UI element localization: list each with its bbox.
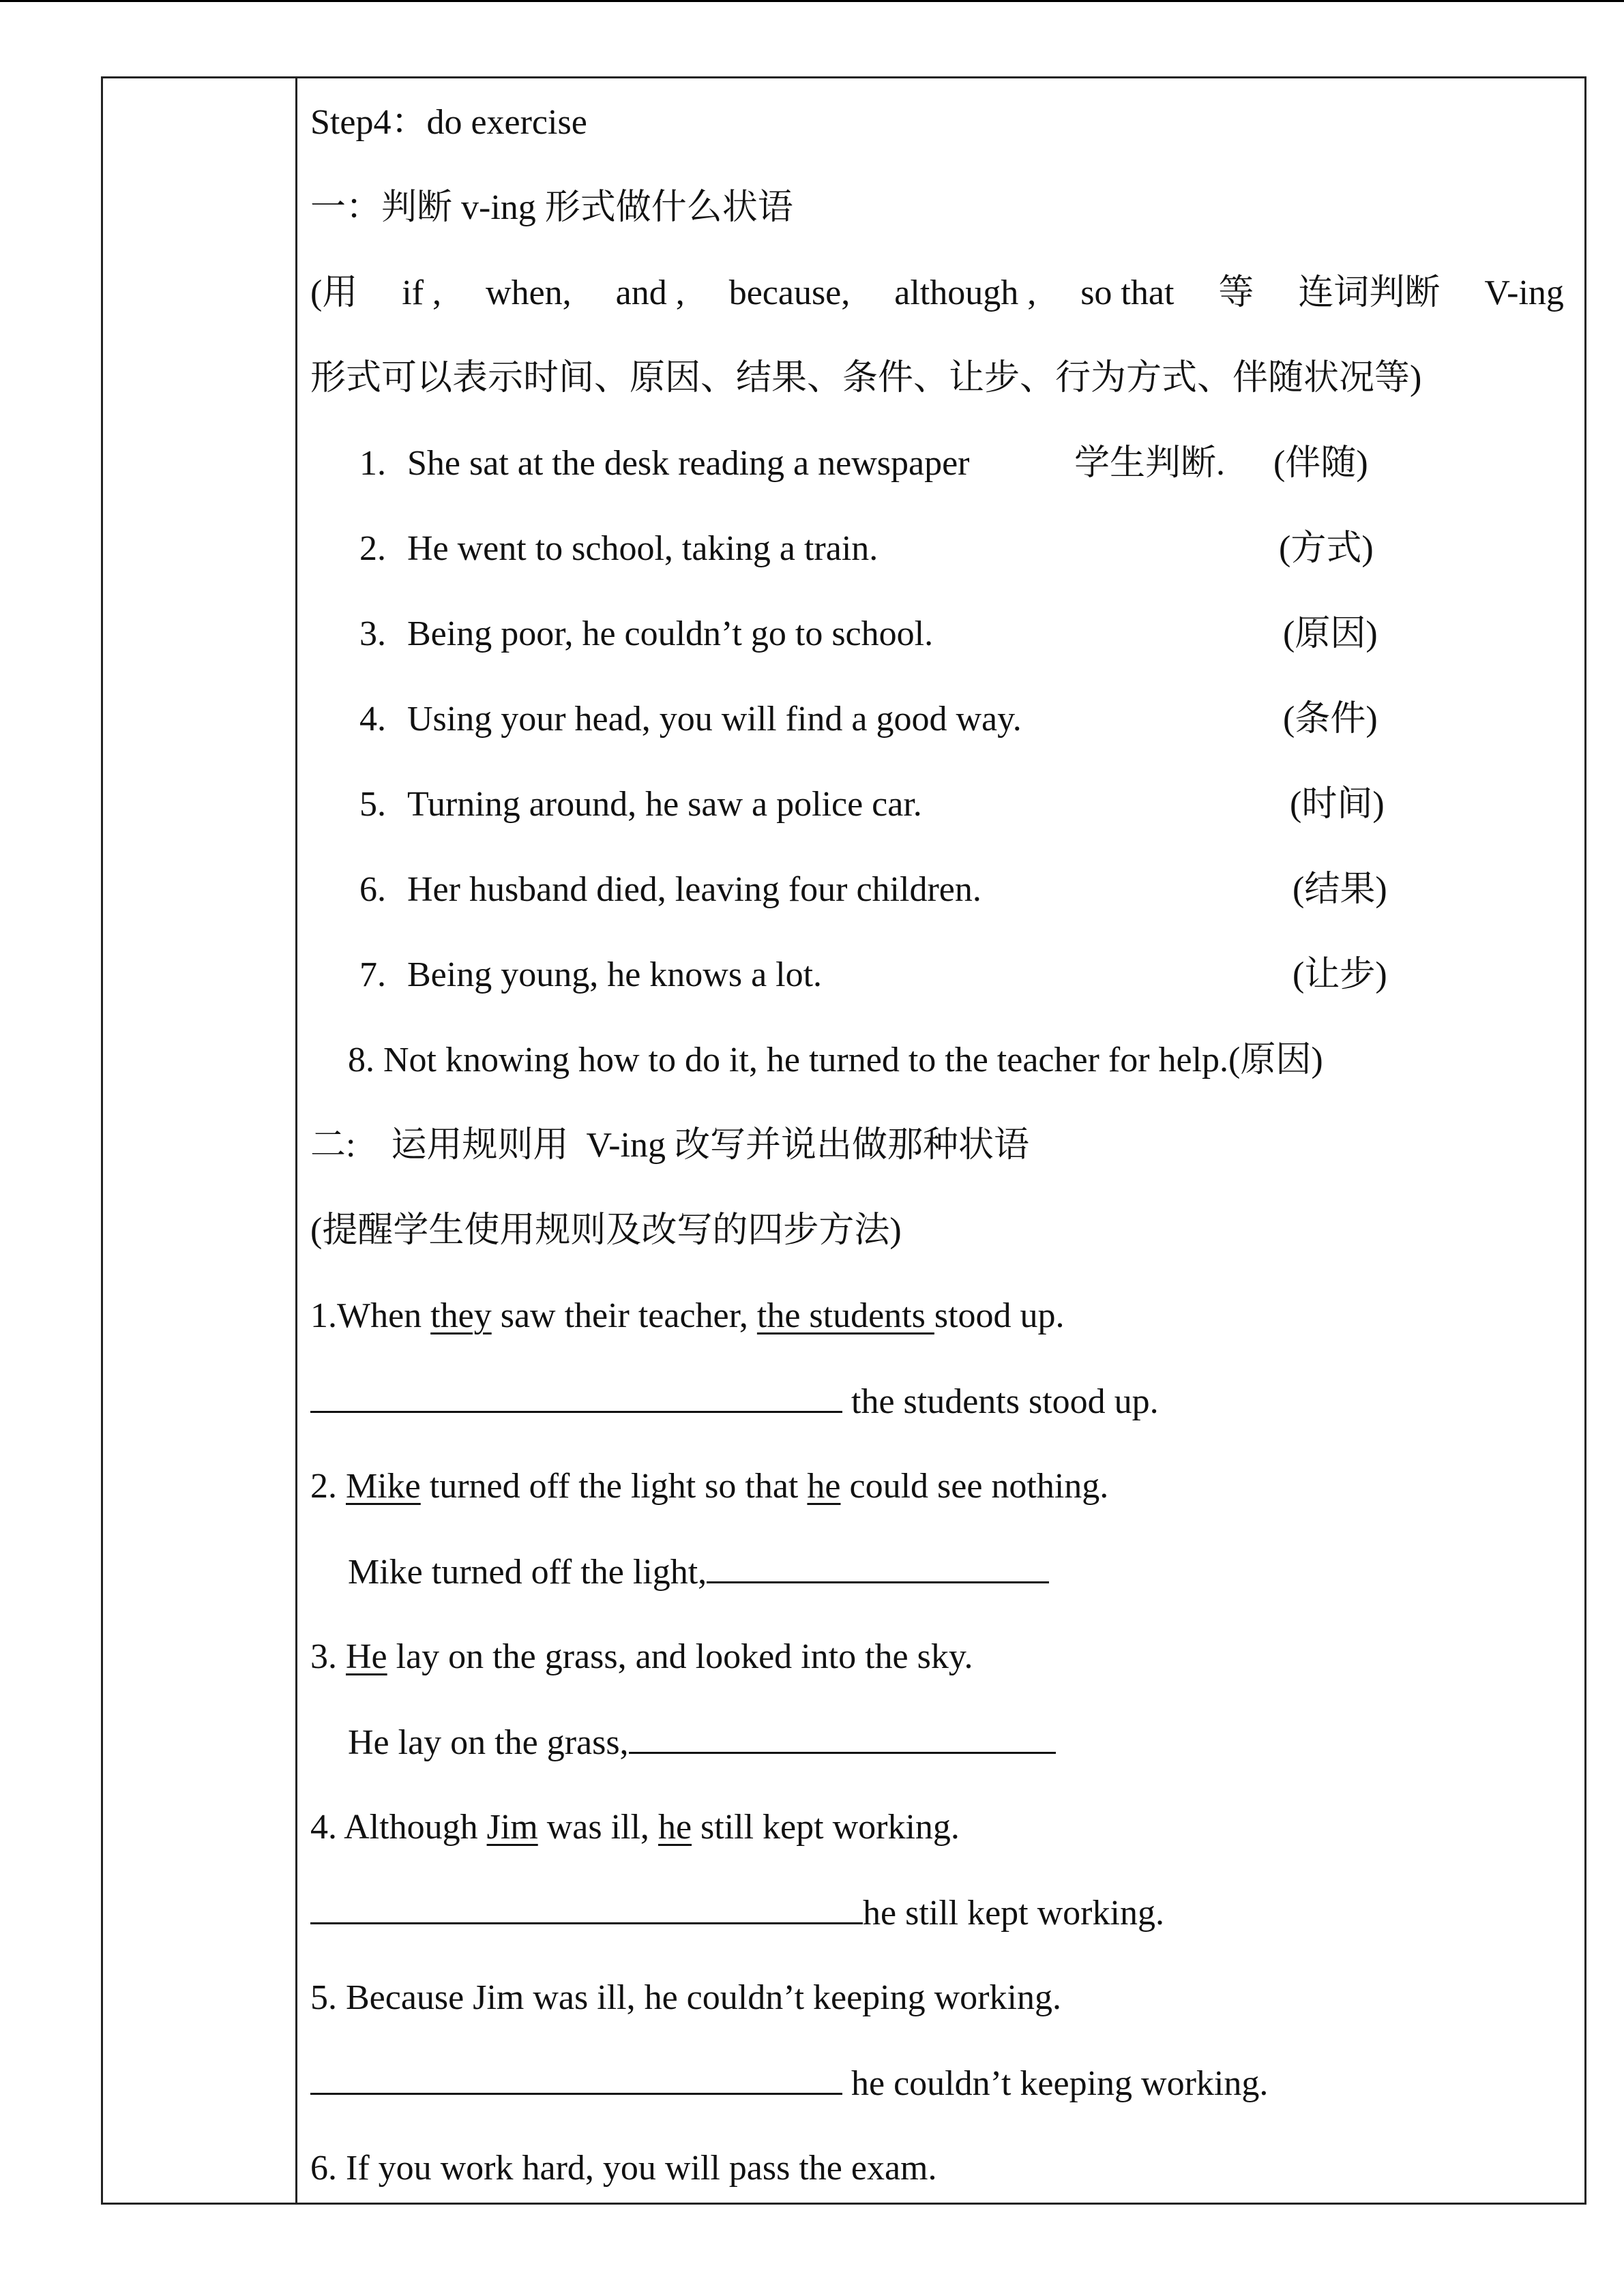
question-1 bbox=[310, 1293, 1065, 1339]
item-tag: (原因) bbox=[1283, 614, 1378, 653]
list-item bbox=[348, 1037, 1323, 1084]
answer-text: He lay on the grass, bbox=[348, 1723, 629, 1762]
list-item bbox=[359, 611, 933, 657]
question-2 bbox=[310, 1463, 1108, 1510]
item-tag: (方式) bbox=[1279, 529, 1374, 568]
item-tag: (时间) bbox=[1290, 785, 1385, 824]
answer-blank[interactable] bbox=[310, 2060, 842, 2095]
list-item bbox=[359, 441, 969, 487]
item-note: 学生判断. bbox=[1074, 444, 1226, 483]
item-number: 2. bbox=[359, 529, 386, 568]
list-item bbox=[359, 526, 878, 572]
section1-hint-line2: 形式可以表示时间、原因、结果、条件、让步、行为方式、伴随状况等) bbox=[310, 359, 1422, 398]
answer-text: Mike turned off the light, bbox=[348, 1553, 707, 1592]
hint-word: (用 bbox=[310, 273, 358, 312]
answer-text: the students stood up. bbox=[842, 1382, 1159, 1421]
question-text: still kept working. bbox=[692, 1808, 960, 1847]
item-number: 3. bbox=[359, 614, 386, 653]
answer-blank[interactable] bbox=[310, 1378, 842, 1413]
question-text: 1.When bbox=[310, 1296, 431, 1335]
hint-word: although , bbox=[894, 273, 1037, 312]
question-4 bbox=[310, 1804, 960, 1851]
answer-blank[interactable] bbox=[707, 1549, 1049, 1583]
item-tag: (条件) bbox=[1283, 700, 1378, 739]
hint-word: V-ing bbox=[1484, 273, 1564, 312]
hint-word: if , bbox=[402, 273, 442, 312]
question-text: 2. bbox=[310, 1467, 346, 1506]
item-number: 6. bbox=[359, 870, 386, 909]
hint-word: because, bbox=[728, 273, 851, 312]
column-divider bbox=[295, 78, 297, 2203]
item-number: 1. bbox=[359, 444, 386, 483]
hint-word: and , bbox=[615, 273, 685, 312]
question-5: 5. Because Jim was ill, he couldn’t keeping working. bbox=[310, 1978, 1061, 2017]
hint-word: 连词判断 bbox=[1298, 273, 1441, 312]
item-tag: (让步) bbox=[1293, 955, 1387, 994]
list-item bbox=[359, 867, 981, 913]
answer-blank[interactable] bbox=[310, 1890, 863, 1924]
list-item bbox=[359, 781, 922, 828]
item-number: 4. bbox=[359, 700, 386, 739]
item-text: Not knowing how to do it, he turned to the teacher for help.(原因) bbox=[383, 1041, 1323, 1079]
item-text: Turning around, he saw a police car. bbox=[407, 785, 922, 824]
item-text: She sat at the desk reading a newspaper bbox=[407, 444, 970, 483]
hint-word: when, bbox=[486, 273, 572, 312]
item-text: Being poor, he couldn’t go to school. bbox=[407, 614, 934, 653]
question-text: lay on the grass, and looked into the sky. bbox=[387, 1637, 973, 1676]
question-text: stood up. bbox=[934, 1296, 1065, 1335]
answer-text: he still kept working. bbox=[863, 1894, 1164, 1933]
list-item bbox=[359, 696, 1022, 743]
hint-word: so that bbox=[1080, 273, 1175, 312]
question-6: 6. If you work hard, you will pass the exam. bbox=[310, 2149, 937, 2188]
underlined-subject: they bbox=[430, 1296, 492, 1335]
underlined-subject: He bbox=[346, 1637, 387, 1676]
item-text: Her husband died, leaving four children. bbox=[407, 870, 981, 909]
underlined-subject: Mike bbox=[346, 1467, 421, 1506]
item-tag: (伴随) bbox=[1273, 444, 1368, 483]
answer-text: he couldn’t keeping working. bbox=[842, 2064, 1269, 2103]
item-tag: (结果) bbox=[1293, 870, 1387, 909]
section2-hint: (提醒学生使用规则及改写的四步方法) bbox=[310, 1211, 902, 1250]
item-number: 8. bbox=[348, 1041, 374, 1079]
question-3 bbox=[310, 1634, 973, 1680]
question-text: saw their teacher, bbox=[491, 1296, 757, 1335]
answer-line-2 bbox=[348, 1549, 1049, 1596]
item-text: Being young, he knows a lot. bbox=[407, 955, 823, 994]
list-item bbox=[359, 952, 822, 998]
top-rule bbox=[0, 0, 1624, 2]
item-number: 5. bbox=[359, 785, 386, 824]
question-text: turned off the light so that bbox=[420, 1467, 808, 1506]
underlined-subject: he bbox=[658, 1808, 692, 1847]
answer-line-5 bbox=[310, 2060, 1268, 2107]
answer-line-1 bbox=[310, 1378, 1159, 1425]
question-text: 4. Although bbox=[310, 1808, 487, 1847]
question-text: was ill, bbox=[537, 1808, 658, 1847]
section1-title: 一：判断 v-ing 形式做什么状语 bbox=[310, 188, 793, 227]
underlined-subject: he bbox=[807, 1467, 841, 1506]
section2-title: 二: 运用规则用 V-ing 改写并说出做那种状语 bbox=[310, 1126, 1029, 1165]
item-text: He went to school, taking a train. bbox=[407, 529, 879, 568]
answer-blank[interactable] bbox=[629, 1719, 1056, 1754]
hint-word: 等 bbox=[1218, 273, 1254, 312]
section1-hint-line1 bbox=[310, 270, 1564, 316]
step-title: Step4：do exercise bbox=[310, 103, 587, 142]
answer-line-3 bbox=[348, 1719, 1056, 1766]
answer-line-4 bbox=[310, 1890, 1164, 1937]
underlined-subject: Jim bbox=[486, 1808, 538, 1847]
question-text: 3. bbox=[310, 1637, 346, 1676]
item-number: 7. bbox=[359, 955, 386, 994]
underlined-subject: the students bbox=[756, 1296, 934, 1335]
question-text: could see nothing. bbox=[840, 1467, 1109, 1506]
item-text: Using your head, you will find a good way. bbox=[407, 700, 1022, 739]
